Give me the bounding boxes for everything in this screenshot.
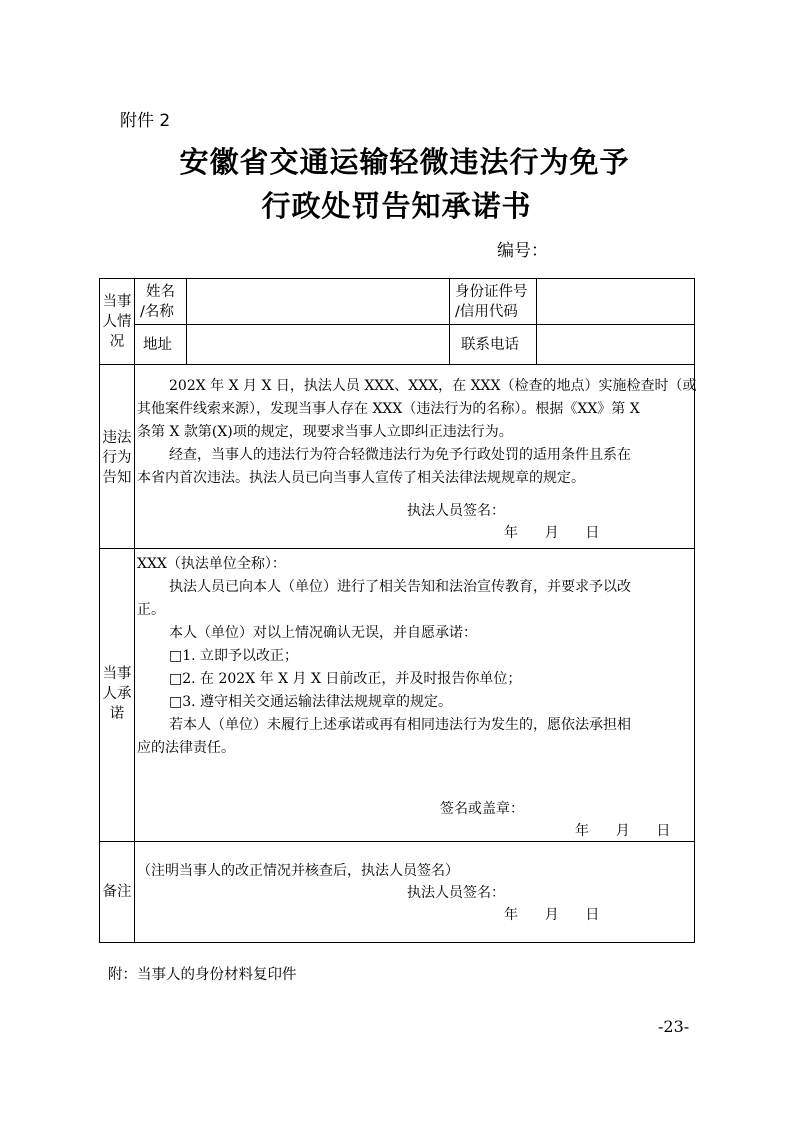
section-label-remarks: 备注 — [102, 884, 132, 900]
commitment-line: 本人（单位）对以上情况确认无误，并自愿承诺： — [169, 625, 477, 641]
commitment-line: 若本人（单位）未履行上述承诺或再有相同违法行为发生的，愿依法承担相 — [169, 717, 631, 733]
commitment-line: 正。 — [137, 602, 165, 618]
row-divider-notice — [99, 364, 695, 365]
commitment-line: XXX（执法单位全称）： — [137, 556, 286, 572]
notice-line: 条第 X 款第(X)项的规定，现要求当事人立即纠正违法行为。 — [137, 424, 513, 440]
row-divider-party — [134, 324, 695, 325]
attachment-footnote: 附：当事人的身份材料复印件 — [108, 967, 297, 983]
remarks-date: 年 月 日 — [504, 907, 600, 923]
section-label-notice: 违法 行为 告知 — [102, 430, 132, 486]
notice-line: 本省内首次违法。执法人员已向当事人宣传了相关法律法规规章的规定。 — [137, 470, 585, 486]
section-label-commitment: 当事 人承 诺 — [102, 666, 132, 722]
remarks-note: （注明当事人的改正情况并核查后，执法人员签名） — [137, 863, 459, 879]
notice-signature-label: 执法人员签名： — [407, 503, 505, 519]
remarks-signature-label: 执法人员签名： — [407, 885, 505, 901]
page-number: -23- — [658, 1017, 690, 1036]
row-divider-commitment — [99, 548, 695, 549]
phone-label: 联系电话 — [461, 337, 519, 353]
document-title-line2: 行政处罚告知承诺书 — [261, 189, 532, 223]
column-divider-value — [449, 278, 450, 364]
id-number-label: 身份证件号 /信用代码 — [455, 284, 528, 320]
column-divider-section — [134, 278, 135, 943]
attachment-label: 附件 2 — [120, 111, 171, 131]
address-label: 地址 — [143, 337, 172, 353]
notice-line: 202X 年 X 月 X 日，执法人员 XXX、XXX，在 XXX（检查的地点）实施检查时（或 — [169, 378, 697, 394]
commitment-line: 应的法律责任。 — [137, 740, 235, 756]
notice-date: 年 月 日 — [504, 525, 600, 541]
column-divider-label — [186, 278, 187, 364]
commitment-line: 执法人员已向本人（单位）进行了相关告知和法治宣传教育，并要求予以改 — [169, 579, 631, 595]
notice-line: 经查，当事人的违法行为符合轻微违法行为免予行政处罚的适用条件且系在 — [169, 447, 631, 463]
commitment-date: 年 月 日 — [575, 823, 671, 839]
name-label: 姓名 /名称 — [140, 284, 175, 320]
serial-number-label: 编号： — [497, 241, 548, 261]
document-title-line1: 安徽省交通运输轻微违法行为免予 — [179, 145, 630, 179]
commitment-option-2[interactable]: □2. 在 202X 年 X 月 X 日前改正，并及时报告你单位； — [169, 671, 522, 687]
notice-line: 其他案件线索来源），发现当事人存在 XXX（违法行为的名称）。根据《XX》第 X — [137, 401, 640, 417]
commitment-signature-label: 签名或盖章： — [440, 801, 524, 817]
commitment-option-1[interactable]: □1. 立即予以改正； — [169, 648, 299, 664]
commitment-option-3[interactable]: □3. 遵守相关交通运输法律法规规章的规定。 — [169, 694, 453, 710]
section-label-party: 当事 人情 况 — [102, 294, 132, 350]
column-divider-label2 — [536, 278, 537, 364]
